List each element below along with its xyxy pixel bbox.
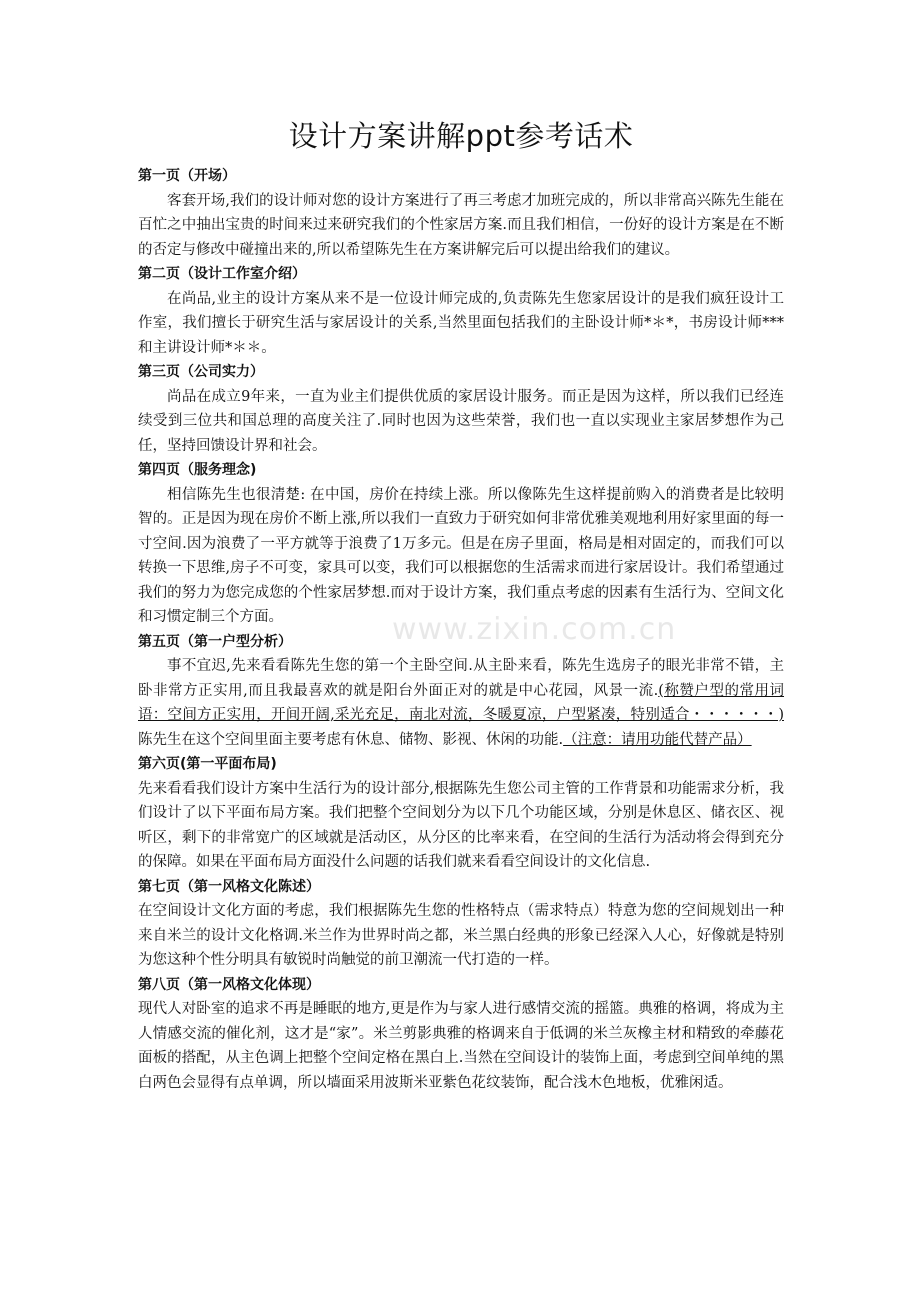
section-page-7 (138, 875, 784, 973)
section-page-3 (138, 360, 784, 458)
section-page-2 (138, 262, 784, 360)
section-heading: 第一页（开场） (138, 168, 236, 184)
section-heading: 第六页(第一平面布局) (138, 756, 277, 772)
body-text: 事不宜迟,先来看看陈先生您的第一个主卧空间.从主卧来看，陈先生选房子的眼光非常不错，主卧非常方正实用,而且我最喜欢的就是阳台外面正对的就是中心花园，风景一流. (138, 658, 784, 699)
underlined-note: (称赞户型的常用词语：空间方正实用，开间开阔,采光充足，南北对流，冬暖夏凉，户型紧凑，特别适合・・・・・・) (138, 682, 785, 723)
watermark: www.zixin.com.cn (392, 612, 677, 647)
section-heading: 第七页（第一风格文化陈述） (138, 878, 320, 895)
document-title: 设计方案讲解ppt参考话术 (288, 119, 634, 153)
section-body: 相信陈先生也很清楚: 在中国，房价在持续上涨。所以像陈先生这样提前购入的消费者是比较明智的。正是因为现在房价不断上涨,所以我们一直致力于研究如何非常优雅美观地利用好家里面的每一寸空间.因为浪费了一平方就等于浪费了1万多元。但是在房子里面，格局是相对固定的，而我们可以转换一下思维,房子不可变，家具可以变，我们可以根据您的生活需求而进行家居设计。我们希望通过我们的努力为您完成您的个性家居梦想.而对于设计方案，我们重点考虑的因素有生活行为、空间文化和习惯定制三个方面。 (138, 486, 784, 625)
section-heading: 第三页（公司实力） (138, 364, 264, 380)
section-body: 在空间设计文化方面的考虑，我们根据陈先生您的性格特点（需求特点）特意为您的空间规划出一种来自米兰的设计文化格调.米兰作为世界时尚之都，米兰黑白经典的形象已经深入人心，好像就是特别为您这种个性分明具有敏锐时尚触觉的前卫潮流一代打造的一样。 (138, 903, 784, 968)
body-text: 陈先生在这个空间里面主要考虑有休息、储物、影视、休闲的功能. (138, 731, 564, 748)
section-body (138, 654, 784, 752)
section-body: 现代人对卧室的追求不再是睡眠的地方,更是作为与家人进行感情交流的摇篮。典雅的格调，将成为主人情感交流的催化剂，这才是“家”。米兰剪影典雅的格调来自于低调的米兰灰橡主材和精致的牵藤花面板的搭配，从主色调上把整个空间定格在黑白上.当然在空间设计的装饰上面，考虑到空间单纯的黑白两色会显得有点单调，所以墙面采用波斯米亚紫色花纹装饰，配合浅木色地板，优雅闲适。 (138, 1001, 784, 1091)
section-page-5 (138, 630, 784, 753)
document-page (138, 116, 784, 1095)
section-body: 尚品在成立9年来，一直为业主们提供优质的家居设计服务。而正是因为这样，所以我们已经连续受到三位共和国总理的高度关注了.同时也因为这些荣誉，我们也一直以实现业主家居梦想作为己任，坚持回馈设计界和社会。 (138, 388, 784, 454)
section-page-6 (138, 752, 784, 875)
underlined-note: （注意：请用功能代替产品） (563, 731, 752, 748)
section-page-4 (138, 458, 784, 630)
section-heading: 第五页（第一户型分析） (138, 633, 292, 650)
section-page-8 (138, 973, 784, 1096)
section-body: 先来看看我们设计方案中生活行为的设计部分,根据陈先生您公司主管的工作背景和功能需求分析，我们设计了以下平面布局方案。我们把整个空间划分为以下几个功能区域，分别是休息区、储衣区、视听区，剩下的非常宽广的区域就是活动区，从分区的比率来看，在空间的生活行为活动将会得到充分的保障。如果在平面布局方面没什么问题的话我们就来看看空间设计的文化信息. (138, 780, 784, 870)
section-body: 客套开场,我们的设计师对您的设计方案进行了再三考虑才加班完成的，所以非常高兴陈先生能在百忙之中抽出宝贵的时间来过来研究我们的个性家居方案.而且我们相信，一份好的设计方案是在不断的否定与修改中碰撞出来的,所以希望陈先生在方案讲解完后可以提出给我们的建议。 (138, 192, 784, 258)
section-page-1 (138, 164, 784, 262)
section-body: 在尚品,业主的设计方案从来不是一位设计师完成的,负责陈先生您家居设计的是我们疯狂设计工作室，我们擅长于研究生活与家居设计的关系,当然里面包括我们的主卧设计师*＊*，书房设计师***和主讲设计师*＊＊。 (138, 290, 784, 356)
section-heading: 第二页（设计工作室介绍） (138, 266, 306, 282)
section-heading: 第四页（服务理念) (138, 462, 257, 478)
section-heading: 第八页（第一风格文化体现） (138, 976, 320, 993)
